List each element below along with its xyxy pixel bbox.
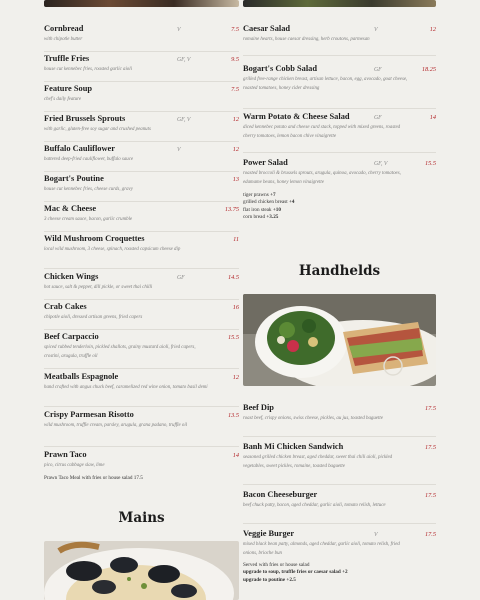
addon-price: +10 (272, 206, 281, 213)
item-name: Wild Mushroom Croquettes (44, 234, 145, 243)
menu-item (44, 114, 239, 142)
item-desc: hand crafted with angus chuck beef, caramelized red wine onion, tomato basil demi (44, 385, 208, 390)
item-name: Bogart's Poutine (44, 174, 104, 183)
item-name: Mac & Cheese (44, 204, 97, 213)
menu-item (243, 158, 436, 238)
item-name: Crispy Parmesan Risotto (44, 410, 134, 419)
mains-photo (44, 541, 239, 600)
handhelds-photo (243, 294, 436, 386)
addon-item (243, 192, 436, 200)
addon-price: +7 (270, 191, 276, 198)
menu-item (44, 54, 239, 82)
menu-item (243, 112, 436, 153)
menu-item (243, 529, 436, 595)
item-price: 14.5 (227, 274, 239, 281)
item-price: 18.25 (421, 66, 436, 73)
menu-item (44, 234, 239, 269)
item-price: 13.5 (227, 412, 239, 419)
item-desc: seasoned grilled chicken breast, aged cheddar, sweet thai chili aioli, pickled vegetables, sweet pickles, romaine, toasted baguette (243, 455, 393, 469)
menu-item (44, 84, 239, 112)
item-price: 7.5 (231, 86, 239, 93)
item-desc: spiced rubbed tenderloin, pickled shallots, grainy mustard aioli, fried capers, crostini, arugula, truffle oil (44, 345, 196, 359)
item-desc: wild mushroom, truffle cream, parsley, arugula, grana padano, truffle oil (44, 423, 188, 428)
item-price: 17.5 (424, 531, 436, 538)
handhelds-heading: Handhelds (298, 263, 381, 279)
menu-item (44, 372, 239, 407)
item-name: Caesar Salad (243, 24, 291, 33)
item-tags: V (177, 27, 181, 33)
menu-item (44, 410, 239, 447)
item-tags: V (374, 27, 378, 33)
menu-item (243, 490, 436, 524)
item-desc: chipotle aioli, dressed artisan greens, fried capers (44, 315, 143, 320)
menu-item (44, 450, 239, 491)
salad-sandwich-image (243, 294, 436, 386)
item-desc: beef chuck patty, bacon, aged cheddar, garlic aioli, tomato relish, lettuce (243, 503, 386, 508)
addon-label: tiger prawns (243, 191, 269, 198)
item-price: 15.5 (227, 334, 239, 341)
menu-item (44, 144, 239, 172)
item-desc: with chipotle butter (44, 37, 83, 42)
item-price: 17.5 (424, 405, 436, 412)
item-desc: with garlic, gluten-free soy sugar and crushed peanuts (44, 127, 151, 132)
item-price: 13 (232, 176, 239, 183)
menu-item (44, 24, 239, 52)
menu-item (243, 64, 436, 109)
right-column (243, 0, 436, 600)
item-desc: roast beef, crispy onions, swiss cheese, pickles, au jus, toasted baguette (243, 416, 383, 421)
item-name: Beef Dip (243, 403, 274, 412)
item-desc: house cut kennebec fries, roasted garlic aioli (44, 67, 132, 72)
addon-price: +3.25 (266, 214, 279, 221)
item-tags: GF, V (177, 57, 191, 63)
item-name: Banh Mi Chicken Sandwich (243, 442, 344, 451)
menu-item (44, 302, 239, 330)
item-name: Fried Brussels Sprouts (44, 114, 126, 123)
menu-item (243, 24, 436, 56)
item-name: Feature Soup (44, 84, 93, 93)
item-desc: mixed black bean patty, almonds, aged cheddar, garlic aioli, tomato relish, fried onions, brioche bun (243, 542, 400, 556)
item-tags: V (177, 147, 181, 153)
addon-price: +4 (288, 199, 295, 206)
item-desc: romaine hearts, house caesar dressing, herb croutons, parmesan (243, 37, 370, 42)
item-price: 12 (232, 146, 239, 153)
burger-notes (243, 562, 436, 585)
item-desc: diced kennebec potato and cheese curd stack, topped with mixed greens, roasted cherry tomatoes, lemon bacon chive vinaigrette (243, 125, 401, 139)
upgrade-note: upgrade to poutine +2.5 (243, 576, 296, 583)
item-price: 12 (232, 374, 239, 381)
menu-item (44, 174, 239, 202)
item-price: 14 (232, 452, 239, 459)
item-name: Warm Potato & Cheese Salad (243, 112, 350, 121)
menu-item (243, 442, 436, 485)
prawn-taco-meal-note: Prawn Taco Meal with fries or house salad 17.5 (44, 474, 143, 481)
item-tags: GF (374, 115, 382, 121)
item-tags: V (374, 532, 378, 538)
item-tags: GF, V (177, 117, 191, 123)
item-price: 17.5 (424, 492, 436, 499)
addon-label: corn bread (243, 214, 266, 221)
item-name: Meatballs Espagnole (44, 372, 119, 381)
item-desc: 3 cheese cream sauce, bacon, garlic crumble (44, 217, 133, 222)
item-price: 12 (232, 116, 239, 123)
item-price: 11 (233, 236, 239, 243)
menu-item (44, 332, 239, 369)
item-desc: battered deep-fried cauliflower, buffalo sauce (44, 157, 134, 162)
item-name: Buffalo Cauliflower (44, 144, 115, 153)
item-name: Crab Cakes (44, 302, 87, 311)
addon-item (243, 214, 436, 222)
item-name: Bogart's Cobb Salad (243, 64, 317, 73)
item-price: 9.5 (231, 56, 239, 63)
item-desc: chef's daily feature (44, 97, 81, 102)
menu-item (44, 204, 239, 232)
salad-addons (243, 192, 436, 222)
item-tags: GF, V (374, 161, 388, 167)
item-price: 16 (232, 304, 239, 311)
item-price: 7.5 (231, 26, 239, 33)
item-price: 12 (429, 26, 436, 33)
addon-item (243, 207, 436, 215)
item-desc: hot sauce, salt & pepper, dill pickle, or sweet thai chilli (44, 285, 153, 290)
pasta-mussels-image (44, 541, 239, 600)
item-desc: pico, citrus cabbage slaw, lime (44, 463, 105, 468)
item-price: 13.75 (224, 206, 239, 213)
addon-label: grilled chicken breast (243, 199, 288, 206)
mains-heading: Mains (118, 510, 165, 526)
item-name: Power Salad (243, 158, 288, 167)
addon-label: flat iron steak (243, 206, 272, 213)
item-name: Chicken Wings (44, 272, 99, 281)
item-tags: GF (374, 67, 382, 73)
item-name: Beef Carpaccio (44, 332, 99, 341)
served-with-note: Served with fries or house salad (243, 561, 310, 568)
item-desc: local wild mushroom, 3 cheese, spinach, roasted capsicum cheese dip (44, 247, 181, 252)
item-name: Bacon Cheeseburger (243, 490, 318, 499)
item-name: Cornbread (44, 24, 84, 33)
item-tags: GF (177, 275, 185, 281)
item-name: Prawn Taco (44, 450, 87, 459)
upgrade-note: upgrade to soup, truffle fries or caesar salad +2 (243, 569, 348, 576)
addon-item (243, 199, 436, 207)
menu-item (44, 272, 239, 300)
item-name: Veggie Burger (243, 529, 295, 538)
item-desc: grilled free-range chicken breast, artisan lettuce, bacon, egg, avocado, goat cheese, roasted tomatoes, honey cider dressing (243, 77, 408, 91)
item-name: Truffle Fries (44, 54, 90, 63)
menu-item (243, 403, 436, 437)
item-desc: roasted broccoli & brussels sprouts, arugula, quinoa, avocado, cherry tomatoes, edamame beans, honey lemon vinaigrette (243, 171, 401, 185)
item-price: 14 (429, 114, 436, 121)
item-price: 15.5 (424, 160, 436, 167)
item-desc: house cut kennebec fries, cheese curds, gravy (44, 187, 133, 192)
item-price: 17.5 (424, 444, 436, 451)
